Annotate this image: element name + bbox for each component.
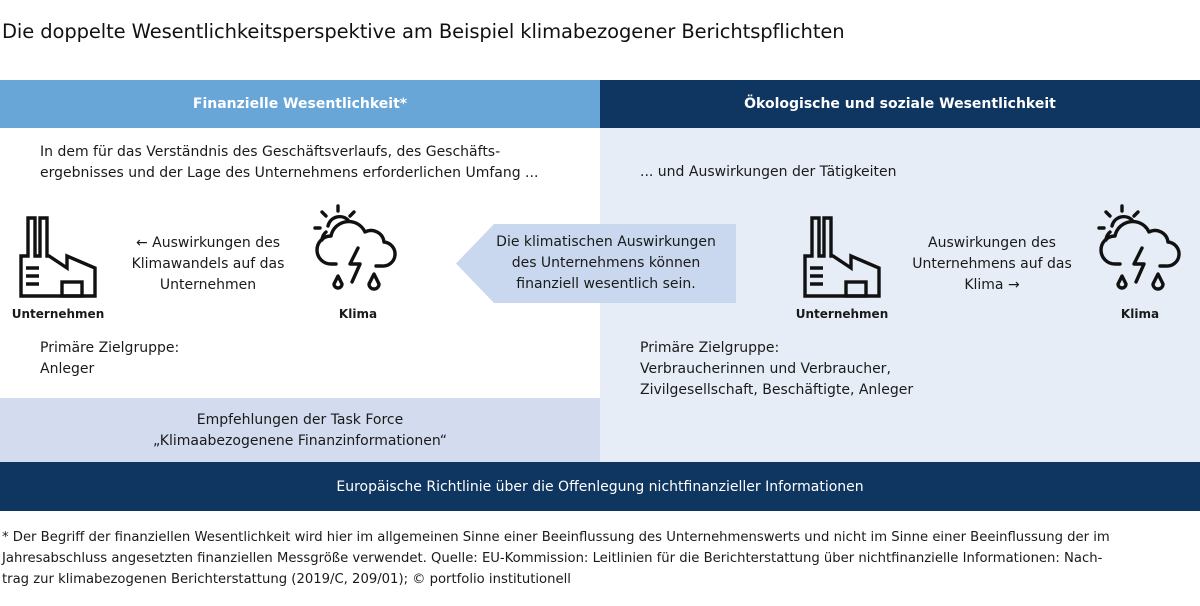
- callout-line-2: des Unternehmens können: [511, 255, 701, 271]
- left-impact-line-2: Klimawandels auf das: [131, 256, 285, 272]
- left-impact-line-3: Unternehmen: [159, 277, 257, 293]
- left-intro-line-1: In dem für das Verständnis des Geschäftsverlaufs, des Geschäfts-: [40, 144, 501, 160]
- right-weather-storm-icon: [1096, 204, 1188, 302]
- tcfd-line-2: „Klimaabezogenene Finanzinformationen“: [153, 433, 447, 449]
- footnote-line-1: * Der Begriff der finanziellen Wesentlichkeit wird hier im allgemeinen Sinne einer Beeinflussung des Unternehmenswerts und nicht im Sinne einer Beeinflussung der im: [2, 530, 1110, 545]
- header-financial-materiality-label: Finanzielle Wesentlichkeit*: [192, 96, 408, 112]
- callout-text: [486, 232, 726, 295]
- right-target-line-1: Primäre Zielgruppe:: [640, 340, 780, 356]
- right-target-group: [640, 338, 1180, 401]
- eu-directive-bar: [0, 462, 1200, 511]
- left-intro-line-2: ergebnisses und der Lage des Unternehmens erforderlichen Umfang ...: [40, 165, 539, 181]
- left-target-line-2: Anleger: [40, 361, 95, 377]
- left-impact-text: [118, 233, 298, 296]
- footnote-line-2: Jahresabschluss angesetzten finanziellen Messgröße verwendet. Quelle: EU-Kommission: Leitlinien für die Berichterstattung über nichtfinanzielle Informationen: Nach-: [2, 551, 1103, 566]
- right-target-line-2: Verbraucherinnen und Verbraucher,: [640, 361, 891, 377]
- callout-line-3: finanziell wesentlich sein.: [516, 276, 696, 292]
- left-climate-label: Klima: [338, 307, 378, 321]
- tcfd-line-1: Empfehlungen der Task Force: [196, 412, 404, 428]
- callout-line-1: Die klimatischen Auswirkungen: [496, 234, 716, 250]
- left-target-group: [40, 338, 440, 380]
- footnote-line-3: trag zur klimabezogenen Berichterstattung (2019/C, 209/01); © portfolio institutionell: [2, 572, 571, 587]
- left-impact-line-1: ← Auswirkungen des: [135, 235, 281, 251]
- header-environmental-social-materiality-label: Ökologische und soziale Wesentlichkeit: [744, 96, 1056, 112]
- tcfd-text: [0, 410, 600, 452]
- right-company-label: Unternehmen: [795, 307, 889, 321]
- right-climate-label: Klima: [1120, 307, 1160, 321]
- right-impact-line-3: Klima →: [964, 277, 1020, 293]
- right-impact-line-2: Unternehmens auf das: [912, 256, 1072, 272]
- right-factory-icon: [802, 212, 882, 298]
- eu-directive-label: Europäische Richtlinie über die Offenlegung nichtfinanzieller Informationen: [336, 478, 864, 495]
- left-intro-text: [40, 142, 580, 184]
- right-impact-line-1: Auswirkungen des: [928, 235, 1056, 251]
- right-impact-text: [902, 233, 1082, 296]
- right-intro-text: ... und Auswirkungen der Tätigkeiten: [640, 164, 897, 180]
- left-target-line-1: Primäre Zielgruppe:: [40, 340, 180, 356]
- header-financial-materiality: [0, 80, 600, 128]
- left-company-label: Unternehmen: [11, 307, 105, 321]
- right-target-line-3: Zivilgesellschaft, Beschäftigte, Anleger: [640, 382, 914, 398]
- factory-icon: [18, 212, 98, 298]
- weather-storm-icon: [312, 204, 404, 302]
- diagram-title: Die doppelte Wesentlichkeitsperspektive am Beispiel klimabezogener Berichtspflichten: [2, 20, 845, 43]
- footnote: [2, 527, 1198, 590]
- header-environmental-social-materiality: [600, 80, 1200, 128]
